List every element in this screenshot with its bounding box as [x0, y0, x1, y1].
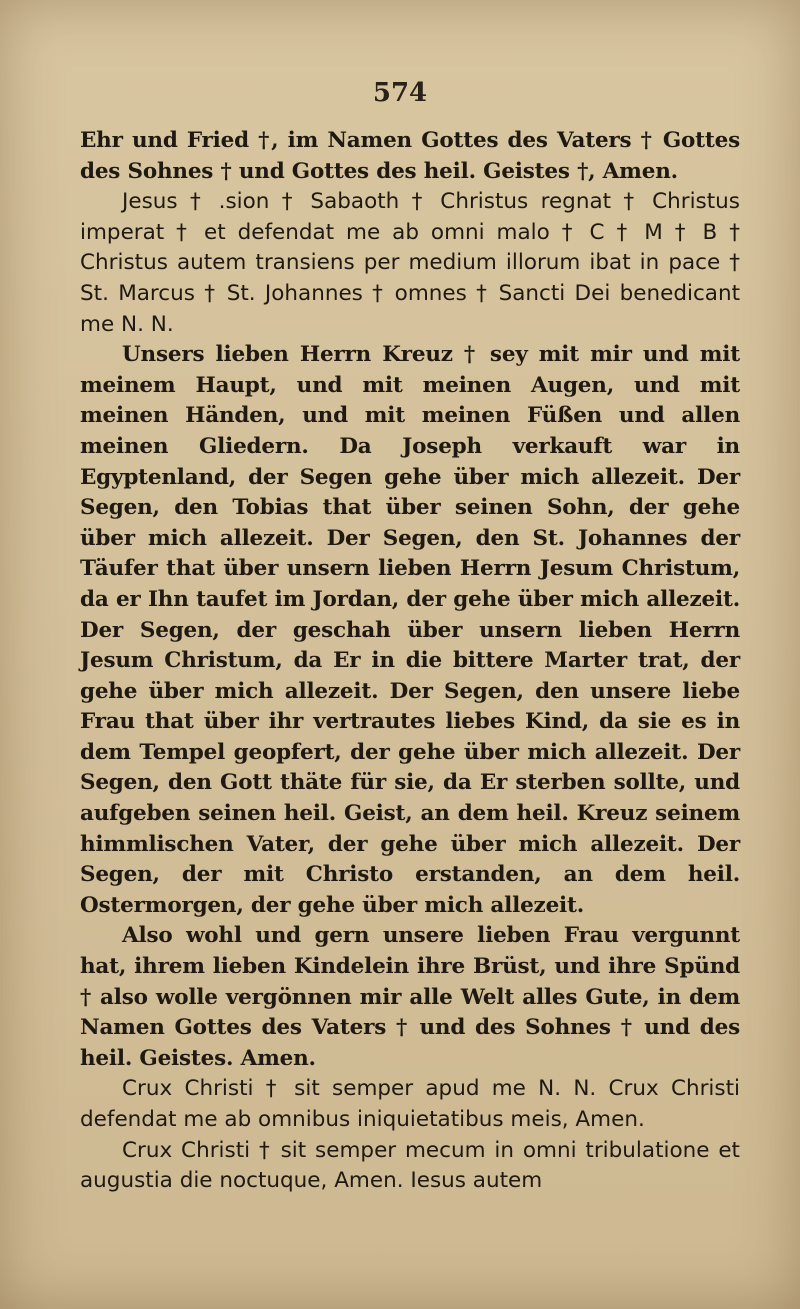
page-number: 574	[372, 78, 428, 108]
paragraph-crux-christi-1: Crux Christi † sit semper apud me N. N. Crux Christi defendat me ab omnibus iniquietatibus meis, Amen.	[80, 1076, 740, 1132]
paragraph-crux-christi-2: Crux Christi † sit semper mecum in omni tribulatione et augustia die noctuque, Amen. Iesus autem	[80, 1137, 740, 1194]
paragraph-latin-jesus: Jesus † .sion † Sabaoth † Christus regnat † Christus imperat † et defendat me ab omni malo † C † M † B † Christus autem transiens per medium illorum ibat in pace † St. Marcus † St. Johannes † omnes † Sancti Dei benedicant me N. N.	[80, 189, 740, 337]
page-text	[80, 126, 740, 1197]
paragraph-blessing-opening: Ehr und Fried †, im Namen Gottes des Vaters † Gottes des Sohnes † und Gottes des heil. Geistes †, Amen.	[80, 128, 740, 184]
paragraph-kreuz-segen: Unsers lieben Herrn Kreuz † sey mit mir und mit meinem Haupt, und mit meinen Augen, und mit meinen Händen, und mit meinen Füßen und allen meinen Gliedern. Da Joseph verkauft war in Egyptenland, der Segen gehe über mich allezeit. Der Segen, den Tobias that über seinen Sohn, der gehe über mich allezeit. Der Segen, den St. Johannes der Täufer that über unsern lieben Herrn Jesum Christum, da er Ihn taufet im Jordan, der gehe über mich allezeit. Der Segen, der geschah über unsern lieben Herrn Jesum Christum, da Er in die bittere Marter trat, der gehe über mich allezeit. Der Segen, den unsere liebe Frau that über ihr vertrautes liebes Kind, da sie es in dem Tempel geopfert, der gehe über mich allezeit. Der Segen, den Gott thäte für sie, da Er sterben sollte, und aufgeben seinen heil. Geist, an dem heil. Kreuz seinem himmlischen Vater, der gehe über mich allezeit. Der Segen, der mit Christo erstanden, an dem heil. Ostermorgen, der gehe über mich allezeit.	[80, 342, 740, 918]
paragraph-also-wohl: Also wohl und gern unsere lieben Frau vergunnt hat, ihrem lieben Kindelein ihre Brüst, und ihre Spünd † also wolle vergönnen mir alle Welt alles Gute, in dem Namen Gottes des Vaters † und des Sohnes † und des heil. Geistes. Amen.	[80, 923, 740, 1071]
